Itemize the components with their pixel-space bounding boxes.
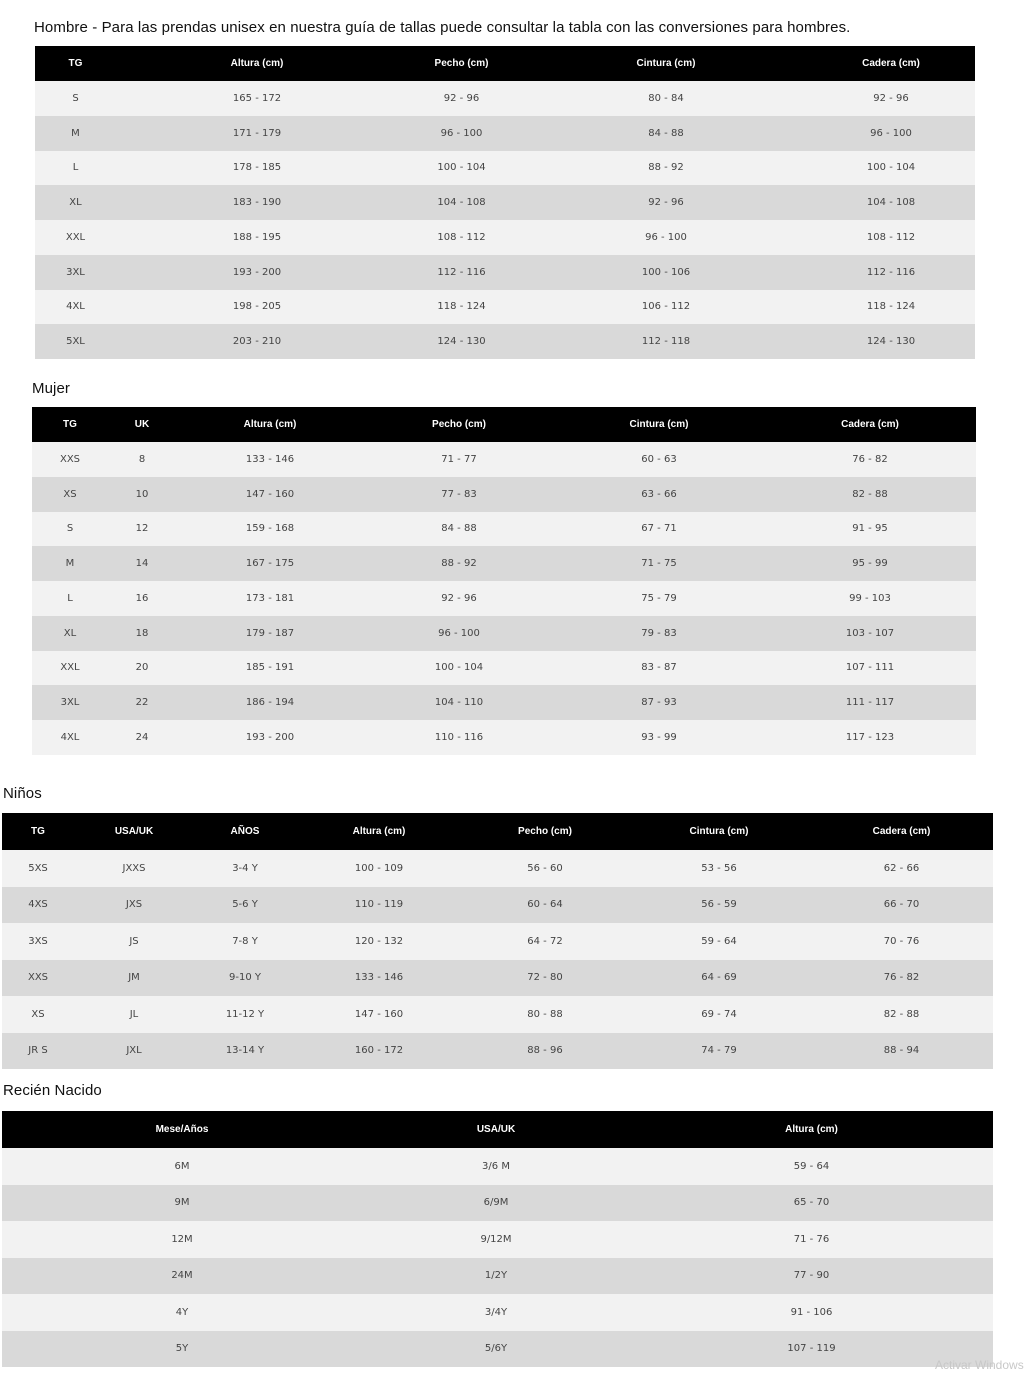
- table-cell: 67 - 71: [554, 512, 764, 547]
- table-cell: JM: [74, 960, 194, 997]
- table-cell: 59 - 64: [628, 923, 810, 960]
- table-cell: 107 - 111: [764, 651, 976, 686]
- table-cell: L: [32, 581, 108, 616]
- table-cell: 4XL: [35, 290, 116, 325]
- table-cell: 91 - 95: [764, 512, 976, 547]
- table-cell: 120 - 132: [296, 923, 462, 960]
- table-cell: 110 - 119: [296, 887, 462, 924]
- table-cell: 8: [108, 442, 176, 477]
- table-cell: 100 - 106: [525, 255, 807, 290]
- table-row: [32, 685, 976, 720]
- table-cell: 5/6Y: [362, 1331, 630, 1368]
- column-header: Pecho (cm): [398, 46, 525, 81]
- table-cell: XS: [2, 996, 74, 1033]
- column-header: Cadera (cm): [807, 46, 975, 81]
- header-row: [2, 1111, 993, 1148]
- table-row: [2, 1148, 993, 1185]
- table-cell: 186 - 194: [176, 685, 364, 720]
- table-cell: 56 - 60: [462, 850, 628, 887]
- table-cell: 9M: [2, 1185, 362, 1222]
- table-cell: 124 - 130: [807, 324, 975, 359]
- table-cell: 3/4Y: [362, 1294, 630, 1331]
- table-cell: 171 - 179: [116, 116, 398, 151]
- table-cell: 74 - 79: [628, 1033, 810, 1070]
- table-cell: 93 - 99: [554, 720, 764, 755]
- section-title-recien-nacido: Recién Nacido: [3, 1082, 102, 1099]
- table-cell: 77 - 90: [630, 1258, 993, 1295]
- table-row: [2, 1331, 993, 1368]
- table-cell: XL: [35, 185, 116, 220]
- table-cell: 112 - 118: [525, 324, 807, 359]
- table-cell: 24M: [2, 1258, 362, 1295]
- table-cell: 60 - 63: [554, 442, 764, 477]
- table-row: [35, 116, 975, 151]
- column-header: USA/UK: [74, 813, 194, 850]
- table-row: [2, 1185, 993, 1222]
- table-cell: 104 - 108: [807, 185, 975, 220]
- table-cell: JR S: [2, 1033, 74, 1070]
- table-cell: 4XL: [32, 720, 108, 755]
- table-cell: 79 - 83: [554, 616, 764, 651]
- table-row: [2, 923, 993, 960]
- table-cell: 188 - 195: [116, 220, 398, 255]
- table-cell: JL: [74, 996, 194, 1033]
- table-cell: 88 - 92: [525, 151, 807, 186]
- table-row: [32, 442, 976, 477]
- table-cell: 92 - 96: [525, 185, 807, 220]
- table-cell: 6M: [2, 1148, 362, 1185]
- table-cell: 179 - 187: [176, 616, 364, 651]
- table-row: [2, 850, 993, 887]
- column-header: Pecho (cm): [462, 813, 628, 850]
- table-cell: 9-10 Y: [194, 960, 296, 997]
- section-title-hombre: Hombre - Para las prendas unisex en nuestra guía de tallas puede consultar la tabla con las conversiones para hombres.: [34, 19, 851, 36]
- size-table-mujer: [32, 407, 976, 755]
- column-header: Cintura (cm): [525, 46, 807, 81]
- table-cell: 104 - 110: [364, 685, 554, 720]
- table-row: [32, 512, 976, 547]
- table-cell: 62 - 66: [810, 850, 993, 887]
- table-cell: 3/6 M: [362, 1148, 630, 1185]
- table-row: [2, 887, 993, 924]
- column-header: USA/UK: [362, 1111, 630, 1148]
- table-cell: 72 - 80: [462, 960, 628, 997]
- table-cell: 193 - 200: [116, 255, 398, 290]
- table-row: [35, 324, 975, 359]
- table-cell: 20: [108, 651, 176, 686]
- table-cell: 3XL: [35, 255, 116, 290]
- table-cell: XS: [32, 477, 108, 512]
- table-cell: 167 - 175: [176, 546, 364, 581]
- table-cell: 82 - 88: [810, 996, 993, 1033]
- table-cell: 82 - 88: [764, 477, 976, 512]
- table-cell: 178 - 185: [116, 151, 398, 186]
- table-cell: 3XL: [32, 685, 108, 720]
- table-cell: 103 - 107: [764, 616, 976, 651]
- table-row: [2, 1033, 993, 1070]
- table-cell: 56 - 59: [628, 887, 810, 924]
- table-cell: JXL: [74, 1033, 194, 1070]
- table-cell: S: [32, 512, 108, 547]
- table-cell: 4Y: [2, 1294, 362, 1331]
- table-cell: 18: [108, 616, 176, 651]
- table-cell: 84 - 88: [525, 116, 807, 151]
- table-cell: 88 - 94: [810, 1033, 993, 1070]
- column-header: Altura (cm): [630, 1111, 993, 1148]
- table-cell: 63 - 66: [554, 477, 764, 512]
- table-cell: 133 - 146: [296, 960, 462, 997]
- table-row: [2, 996, 993, 1033]
- table-cell: 1/2Y: [362, 1258, 630, 1295]
- table-cell: JS: [74, 923, 194, 960]
- table-cell: 80 - 88: [462, 996, 628, 1033]
- table-cell: 124 - 130: [398, 324, 525, 359]
- table-cell: 12: [108, 512, 176, 547]
- table-row: [32, 477, 976, 512]
- table-row: [35, 81, 975, 116]
- table-cell: 64 - 72: [462, 923, 628, 960]
- table-cell: 133 - 146: [176, 442, 364, 477]
- table-cell: 6/9M: [362, 1185, 630, 1222]
- header-row: [35, 46, 975, 81]
- table-cell: 71 - 76: [630, 1221, 993, 1258]
- table-cell: 99 - 103: [764, 581, 976, 616]
- column-header: UK: [108, 407, 176, 442]
- table-cell: 117 - 123: [764, 720, 976, 755]
- table-cell: 69 - 74: [628, 996, 810, 1033]
- column-header: Pecho (cm): [364, 407, 554, 442]
- table-cell: 5Y: [2, 1331, 362, 1368]
- table-cell: 80 - 84: [525, 81, 807, 116]
- table-cell: 65 - 70: [630, 1185, 993, 1222]
- section-title-mujer: Mujer: [32, 380, 71, 397]
- column-header: TG: [32, 407, 108, 442]
- table-cell: 13-14 Y: [194, 1033, 296, 1070]
- header-row: [32, 407, 976, 442]
- table-cell: 198 - 205: [116, 290, 398, 325]
- table-cell: 193 - 200: [176, 720, 364, 755]
- size-table-recien-nacido: [2, 1111, 993, 1367]
- table-cell: XL: [32, 616, 108, 651]
- table-cell: 100 - 104: [364, 651, 554, 686]
- table-cell: 11-12 Y: [194, 996, 296, 1033]
- table-cell: 12M: [2, 1221, 362, 1258]
- table-cell: 108 - 112: [807, 220, 975, 255]
- table-cell: XXS: [2, 960, 74, 997]
- table-row: [2, 1258, 993, 1295]
- table-cell: 100 - 104: [807, 151, 975, 186]
- table-cell: 16: [108, 581, 176, 616]
- size-table-ninos: [2, 813, 993, 1069]
- table-cell: 5-6 Y: [194, 887, 296, 924]
- table-row: [35, 185, 975, 220]
- table-cell: 118 - 124: [807, 290, 975, 325]
- table-row: [2, 960, 993, 997]
- table-cell: 185 - 191: [176, 651, 364, 686]
- table-row: [35, 220, 975, 255]
- table-cell: 91 - 106: [630, 1294, 993, 1331]
- table-cell: 160 - 172: [296, 1033, 462, 1070]
- table-cell: 70 - 76: [810, 923, 993, 960]
- table-cell: 96 - 100: [398, 116, 525, 151]
- table-cell: 92 - 96: [807, 81, 975, 116]
- table-cell: 76 - 82: [810, 960, 993, 997]
- table-cell: 64 - 69: [628, 960, 810, 997]
- table-row: [32, 546, 976, 581]
- table-cell: 118 - 124: [398, 290, 525, 325]
- table-cell: 159 - 168: [176, 512, 364, 547]
- table-cell: 14: [108, 546, 176, 581]
- table-cell: 9/12M: [362, 1221, 630, 1258]
- header-row: [2, 813, 993, 850]
- table-cell: 7-8 Y: [194, 923, 296, 960]
- table-cell: 5XL: [35, 324, 116, 359]
- table-cell: 71 - 75: [554, 546, 764, 581]
- column-header: TG: [35, 46, 116, 81]
- activation-watermark: Activar Windows: [935, 1358, 1024, 1372]
- table-cell: 165 - 172: [116, 81, 398, 116]
- table-row: [35, 151, 975, 186]
- table-cell: 147 - 160: [176, 477, 364, 512]
- table-cell: 59 - 64: [630, 1148, 993, 1185]
- table-cell: XXL: [32, 651, 108, 686]
- table-cell: M: [32, 546, 108, 581]
- table-cell: JXS: [74, 887, 194, 924]
- column-header: Altura (cm): [116, 46, 398, 81]
- table-cell: S: [35, 81, 116, 116]
- table-cell: 77 - 83: [364, 477, 554, 512]
- table-row: [32, 616, 976, 651]
- table-row: [32, 720, 976, 755]
- table-row: [32, 581, 976, 616]
- table-cell: 183 - 190: [116, 185, 398, 220]
- column-header: Cintura (cm): [554, 407, 764, 442]
- table-cell: 110 - 116: [364, 720, 554, 755]
- column-header: TG: [2, 813, 74, 850]
- table-cell: 92 - 96: [398, 81, 525, 116]
- table-cell: 147 - 160: [296, 996, 462, 1033]
- table-row: [35, 255, 975, 290]
- table-cell: 111 - 117: [764, 685, 976, 720]
- table-cell: 53 - 56: [628, 850, 810, 887]
- table-cell: 104 - 108: [398, 185, 525, 220]
- column-header: Cadera (cm): [810, 813, 993, 850]
- column-header: Cadera (cm): [764, 407, 976, 442]
- size-table-hombre: [35, 46, 975, 359]
- table-cell: 76 - 82: [764, 442, 976, 477]
- table-cell: 87 - 93: [554, 685, 764, 720]
- table-cell: 107 - 119: [630, 1331, 993, 1368]
- table-cell: 4XS: [2, 887, 74, 924]
- table-cell: 100 - 104: [398, 151, 525, 186]
- table-cell: 66 - 70: [810, 887, 993, 924]
- table-cell: 92 - 96: [364, 581, 554, 616]
- table-cell: 22: [108, 685, 176, 720]
- column-header: Altura (cm): [296, 813, 462, 850]
- table-cell: 75 - 79: [554, 581, 764, 616]
- table-cell: 96 - 100: [364, 616, 554, 651]
- table-cell: 60 - 64: [462, 887, 628, 924]
- table-cell: XXS: [32, 442, 108, 477]
- table-cell: 112 - 116: [398, 255, 525, 290]
- table-cell: 100 - 109: [296, 850, 462, 887]
- table-cell: 96 - 100: [525, 220, 807, 255]
- table-cell: 95 - 99: [764, 546, 976, 581]
- column-header: Mese/Años: [2, 1111, 362, 1148]
- table-cell: 112 - 116: [807, 255, 975, 290]
- table-cell: M: [35, 116, 116, 151]
- table-row: [2, 1221, 993, 1258]
- table-cell: L: [35, 151, 116, 186]
- table-row: [32, 651, 976, 686]
- table-cell: 10: [108, 477, 176, 512]
- table-cell: 173 - 181: [176, 581, 364, 616]
- table-cell: 24: [108, 720, 176, 755]
- table-row: [2, 1294, 993, 1331]
- table-cell: 106 - 112: [525, 290, 807, 325]
- table-cell: 96 - 100: [807, 116, 975, 151]
- table-cell: 108 - 112: [398, 220, 525, 255]
- column-header: AÑOS: [194, 813, 296, 850]
- table-cell: 71 - 77: [364, 442, 554, 477]
- column-header: Altura (cm): [176, 407, 364, 442]
- table-cell: 203 - 210: [116, 324, 398, 359]
- table-row: [35, 290, 975, 325]
- table-cell: 88 - 92: [364, 546, 554, 581]
- table-cell: 3-4 Y: [194, 850, 296, 887]
- table-cell: 88 - 96: [462, 1033, 628, 1070]
- table-cell: 3XS: [2, 923, 74, 960]
- column-header: Cintura (cm): [628, 813, 810, 850]
- section-title-ninos: Niños: [3, 785, 42, 802]
- table-cell: 83 - 87: [554, 651, 764, 686]
- table-cell: 84 - 88: [364, 512, 554, 547]
- table-cell: JXXS: [74, 850, 194, 887]
- table-cell: XXL: [35, 220, 116, 255]
- table-cell: 5XS: [2, 850, 74, 887]
